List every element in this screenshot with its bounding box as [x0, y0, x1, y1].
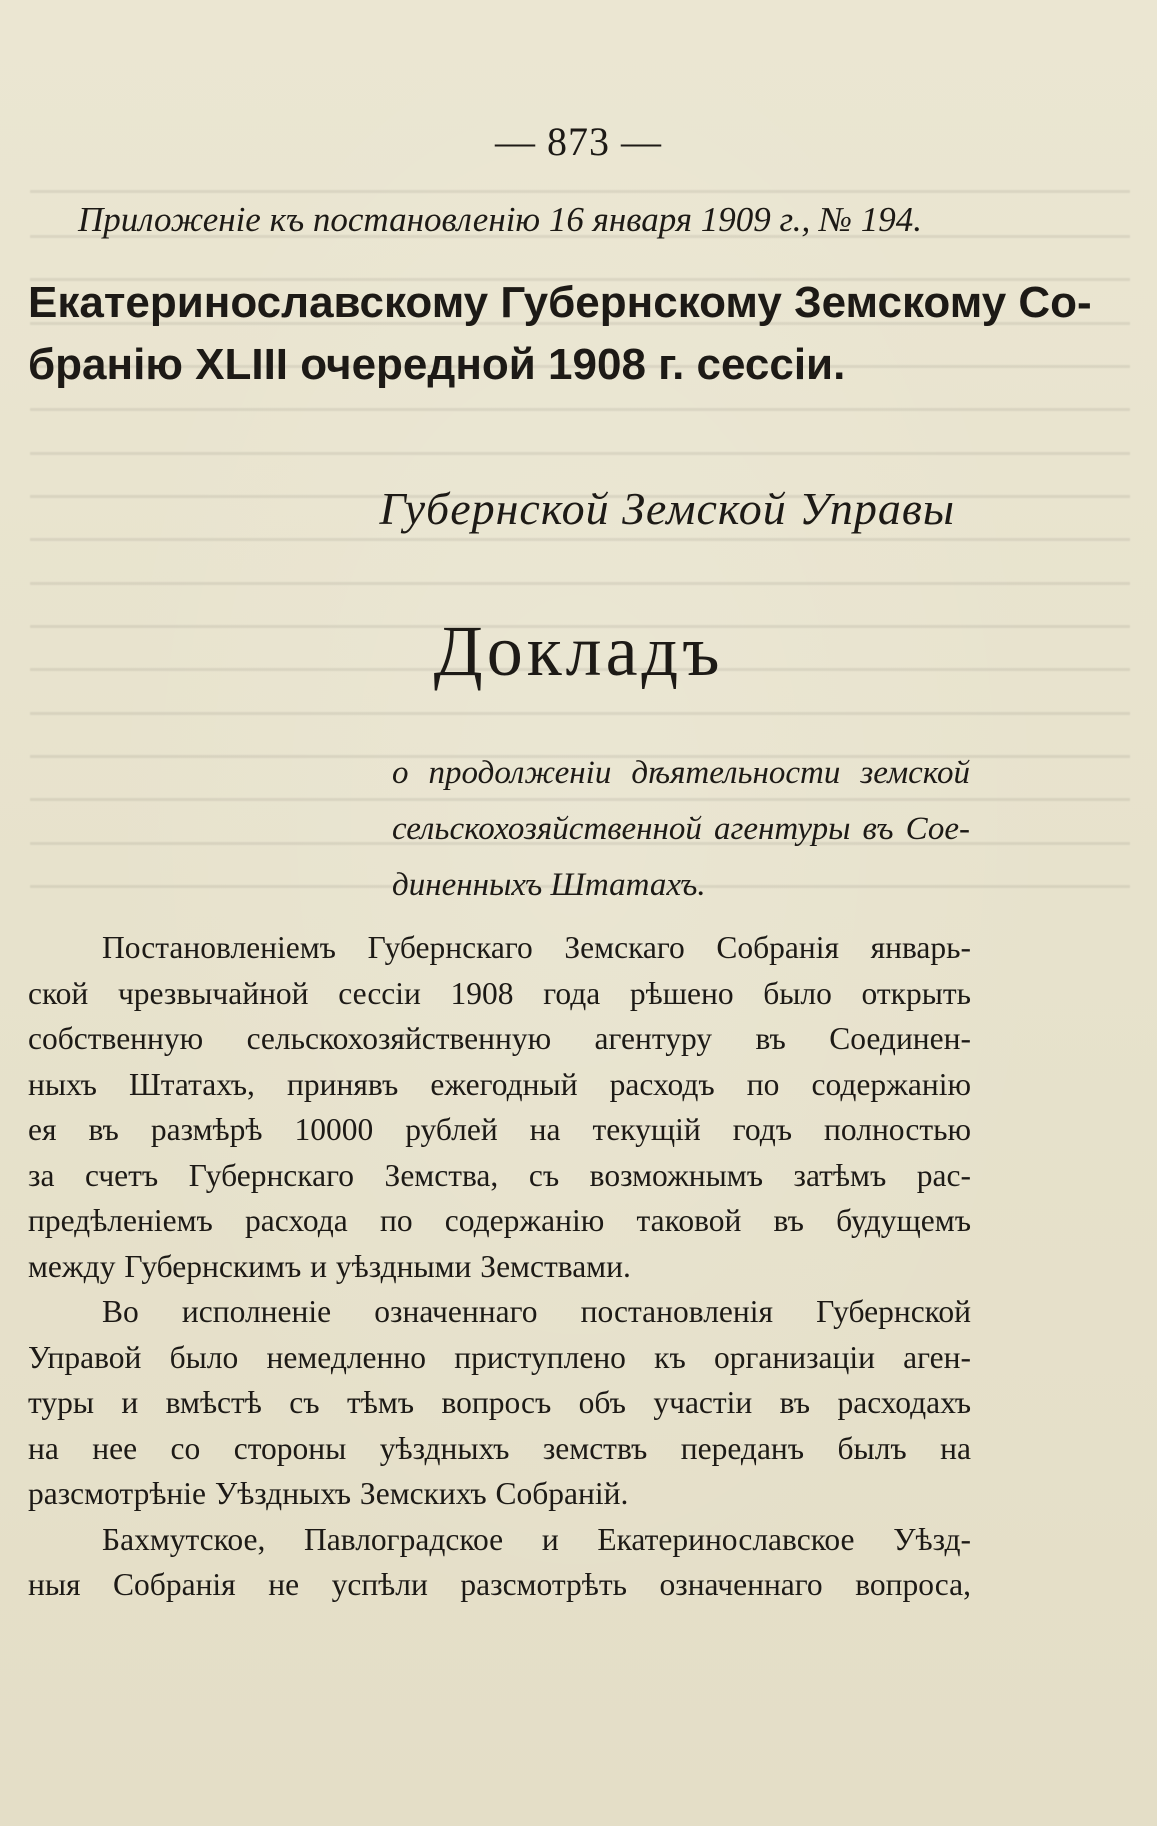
body-text: [28, 925, 971, 1608]
heading-line-2: бранiю XLIII очередной 1908 г. сессiи.: [28, 340, 846, 389]
body-line: ской чрезвычайной сессiи 1908 года рѣшено было открыть: [28, 975, 971, 1011]
document-title: Докладъ: [433, 611, 724, 691]
heading-line-1: Екатеринославскому Губернскому Земскому Со-: [28, 278, 1092, 327]
issuer-subheading: Губернской Земской Управы: [379, 483, 955, 534]
document-subject: [392, 745, 970, 913]
body-line: за счетъ Губернскаго Земства, съ возможнымъ затѣмъ рас-: [28, 1157, 971, 1193]
subject-line-2: сельскохозяйственной агентуры въ Сое-: [392, 811, 970, 847]
body-line: на нее со стороны уѣздныхъ земствъ переданъ былъ на: [28, 1430, 971, 1466]
body-line: ея въ размѣрѣ 10000 рублей на текущiй годъ полностью: [28, 1112, 971, 1147]
page-number: — 873 —: [495, 119, 662, 164]
appendix-reference: Приложенiе къ постановленiю 16 января 1909 г., № 194.: [78, 200, 922, 239]
body-line: туры и вмѣстѣ съ тѣмъ вопросъ объ участiи въ расходахъ: [28, 1385, 971, 1420]
body-line: Управой было немедленно приступлено къ организацiи аген-: [28, 1339, 971, 1375]
body-line: разсмотрѣнiе Уѣздныхъ Земскихъ Собранiй.: [28, 1476, 629, 1511]
subject-line-1: о продолженiи дѣятельности земской: [392, 755, 970, 791]
body-line: предѣленiемъ расхода по содержанiю таковой въ будущемъ: [28, 1203, 971, 1238]
body-line: ныя Собранiя не успѣли разсмотрѣть означеннаго вопроса,: [28, 1567, 971, 1602]
addressee-heading: [28, 272, 1092, 396]
body-line: Во исполненiе означеннаго постановленiя Губернской: [102, 1294, 971, 1329]
subject-line-3: диненныхъ Штатахъ.: [392, 867, 706, 903]
body-line: Постановленiемъ Губернскаго Земскаго Собранiя январь-: [102, 930, 971, 965]
body-line: Бахмутское, Павлоградское и Екатеринославское Уѣзд-: [102, 1521, 971, 1557]
body-line: ныхъ Штатахъ, принявъ ежегодный расходъ по содержанiю: [28, 1066, 971, 1102]
body-line: собственную сельскохозяйственную агентуру въ Соединен-: [28, 1021, 971, 1056]
body-line: между Губернскимъ и уѣздными Земствами.: [28, 1248, 631, 1284]
